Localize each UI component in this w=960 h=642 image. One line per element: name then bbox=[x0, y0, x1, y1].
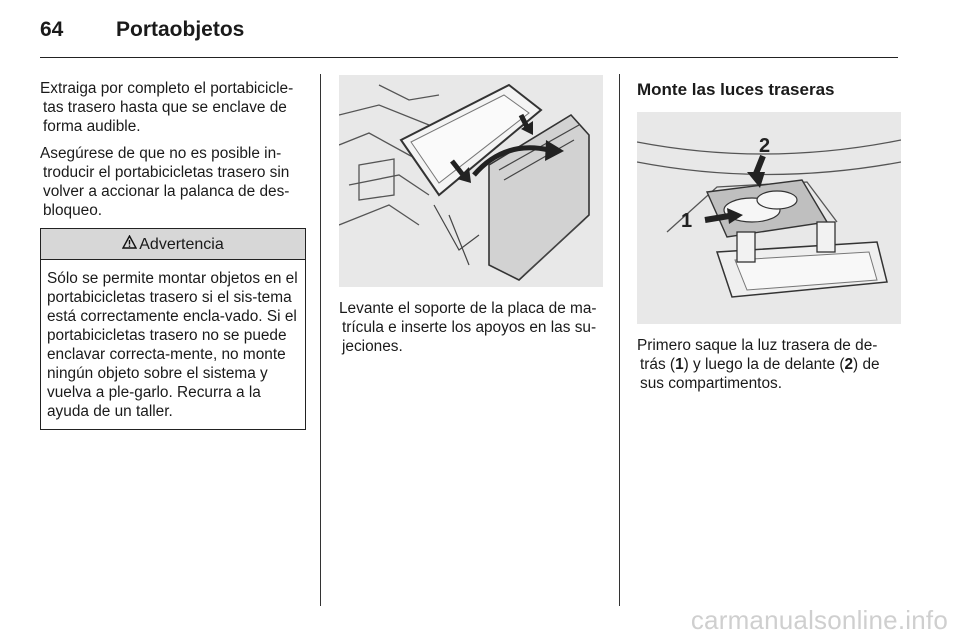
callout-label-1: 1 bbox=[681, 210, 693, 232]
caption-text-c: ) de sus compartimentos. bbox=[640, 356, 880, 392]
page-title: Portaobjetos bbox=[116, 18, 245, 41]
callout-label-2: 2 bbox=[759, 135, 771, 157]
warning-body: Sólo se permite montar objetos en el portabicicletas trasero si el sis-tema está correctamente encla-vado. Si el portabicicletas trasero no se puede enclavar correcta-mente, no monte ningún objeto sobre el sistema y vuelva a ple-garlo. Recurra a la ayuda de un taller. bbox=[47, 270, 298, 420]
paragraph-ensure: Asegúrese de que no es posible in-troducir el portabicicletas trasero sin volver a accionar la palanca de des-bloqueo. bbox=[40, 145, 290, 219]
warning-header bbox=[41, 229, 305, 260]
column-middle bbox=[339, 75, 605, 364]
caption-ref-1: 1 bbox=[675, 356, 684, 373]
caption-text-a: Primero saque la luz trasera de de-trás ( bbox=[637, 337, 878, 373]
column-left bbox=[40, 79, 306, 430]
warning-title: Advertencia bbox=[139, 236, 224, 253]
column-divider-1 bbox=[320, 74, 321, 606]
warning-icon bbox=[122, 235, 137, 254]
caption-text-b: ) y luego la de delante ( bbox=[683, 356, 845, 373]
watermark: carmanualsonline.info bbox=[690, 605, 948, 635]
license-plate-holder-illustration bbox=[339, 75, 603, 287]
figure-caption-right bbox=[637, 336, 903, 393]
column-divider-2 bbox=[619, 74, 620, 606]
page-header bbox=[40, 18, 244, 42]
paragraph-extract: Extraiga por completo el portabicicle-tas trasero hasta que se enclave de forma audible. bbox=[40, 80, 294, 135]
section-heading: Monte las luces traseras bbox=[637, 80, 835, 99]
warning-box bbox=[40, 228, 306, 430]
header-divider bbox=[40, 57, 898, 58]
tail-light-illustration bbox=[637, 112, 901, 324]
figure-caption-middle: Levante el soporte de la placa de ma-trícula e inserte los apoyos en las su-jeciones. bbox=[339, 300, 597, 355]
column-right bbox=[637, 75, 903, 401]
page-number: 64 bbox=[40, 18, 64, 41]
caption-ref-2: 2 bbox=[844, 356, 854, 373]
